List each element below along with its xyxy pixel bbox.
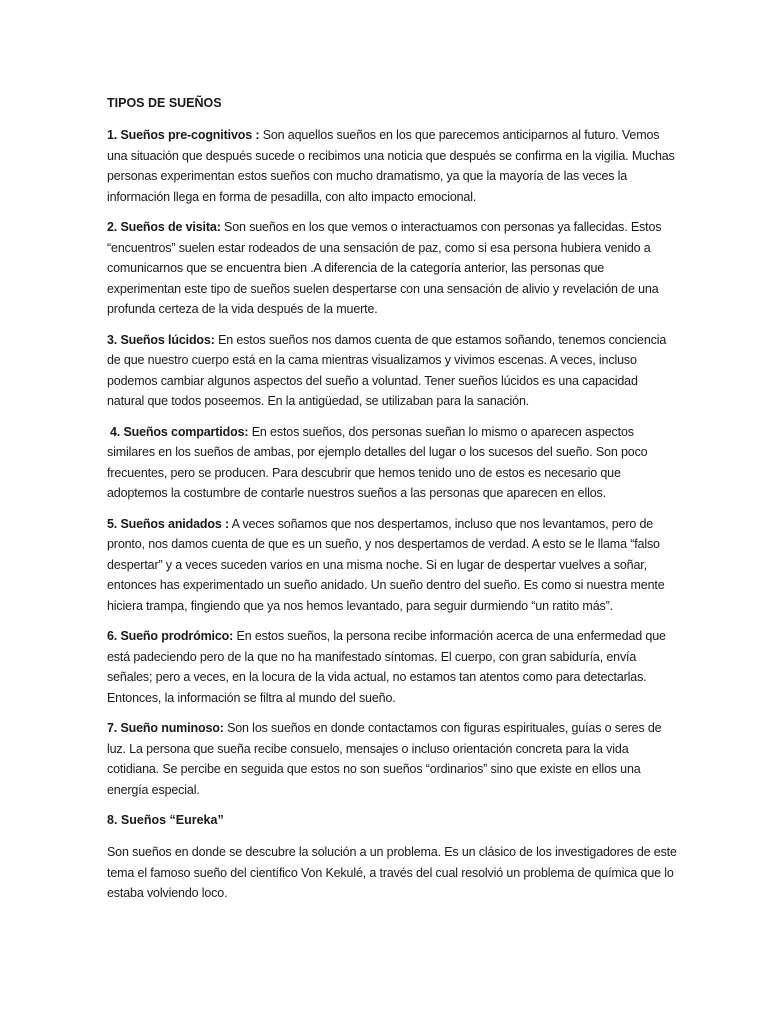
section-4 (107, 422, 678, 504)
section-1-heading: 1. Sueños pre-cognitivos : (107, 128, 260, 142)
section-3-heading: 3. Sueños lúcidos: (107, 332, 215, 347)
section-4-text: En estos sueños, dos personas sueñan lo mismo o aparecen aspectos similares en los sueños de ambas, por ejemplo detalles del lugar o los sucesos del sueño. Son poco frecuentes, pero se producen. Para descubrir que hemos tenido uno de estos es necesario que adoptemos la costumbre de contarle nuestros sueños a las personas que aparecen en ellos. (107, 424, 648, 500)
section-8-text: Son sueños en donde se descubre la solución a un problema. Es un clásico de los investigadores de este tema el famoso sueño del científico Von Kekulé, a través del cual resolvió un problema de química que lo estaba volviendo loco. (107, 845, 677, 900)
section-3 (107, 330, 678, 412)
section-2-heading: 2. Sueños de visita: (107, 220, 221, 234)
section-2 (107, 217, 678, 320)
section-4-heading: 4. Sueños compartidos: (110, 424, 249, 439)
section-8-heading: 8. Sueños “Eureka” (107, 813, 224, 827)
section-6 (107, 626, 678, 708)
section-2-text: Son sueños en los que vemos o interactuamos con personas ya fallecidas. Estos “encuentros” suelen estar rodeados de una sensación de paz, como si esa persona hubiera venido a comunicarnos que se encuentra bien .A diferencia de la categoría anterior, las personas que experimentan este tipo de sueños suelen despertarse con una sensación de alivio y revelación de una profunda certeza de la vida después de la muerte. (107, 220, 662, 316)
section-7-text: Son los sueños en donde contactamos con figuras espirituales, guías o seres de luz. La persona que sueña recibe consuelo, mensajes o incluso orientación concreta para la vida cotidiana. Se percibe en seguida que estos no son sueños “ordinarios” sino que existe en ellos una energía especial. (107, 721, 662, 797)
section-6-heading: 6. Sueño prodrómico: (107, 629, 234, 643)
section-6-text: En estos sueños, la persona recibe información acerca de una enfermedad que está padeciendo pero de la que no ha manifestado síntomas. El cuerpo, con gran sabiduría, envía señales; pero a veces, en la locura de la vida actual, no estamos tan atentos como para detectarlas. Entonces, la información se filtra al mundo del sueño. (107, 629, 666, 705)
section-1 (107, 125, 678, 207)
section-5-text: A veces soñamos que nos despertamos, incluso que nos levantamos, pero de pronto, nos damos cuenta de que es un sueño, y nos despertamos de verdad. A esto se le llama “falso despertar” y a veces suceden varios en una misma noche. Si en lugar de despertar vuelves a soñar, entonces has experimentado un sueño anidado. Un sueño dentro del sueño. Es como si nuestra mente hiciera trampa, fingiendo que ya nos hemos levantado, para seguir durmiendo “un ratito más”. (107, 516, 665, 613)
section-3-text: En estos sueños nos damos cuenta de que estamos soñando, tenemos conciencia de que nuestro cuerpo está en la cama mientras visualizamos y vivimos escenas. A veces, incluso podemos cambiar algunos aspectos del sueño a voluntad. Tener sueños lúcidos es una capacidad natural que todos poseemos. En la antigüedad, se utilizaban para la sanación. (107, 332, 667, 408)
section-5-heading: 5. Sueños anidados : (107, 516, 230, 531)
section-5 (107, 514, 678, 617)
section-7-heading: 7. Sueño numinoso: (107, 721, 224, 735)
section-7 (107, 718, 678, 800)
document-title: TIPOS DE SUEÑOS (107, 96, 222, 110)
section-1-text: Son aquellos sueños en los que parecemos anticiparnos al futuro. Vemos una situación que después sucede o recibimos una noticia que después se confirma en la vigilia. Muchas personas experimentan estos sueños con mucho dramatismo, ya que la mayoría de las veces la información llega en forma de pesadilla, con alto impacto emocional. (107, 128, 675, 204)
